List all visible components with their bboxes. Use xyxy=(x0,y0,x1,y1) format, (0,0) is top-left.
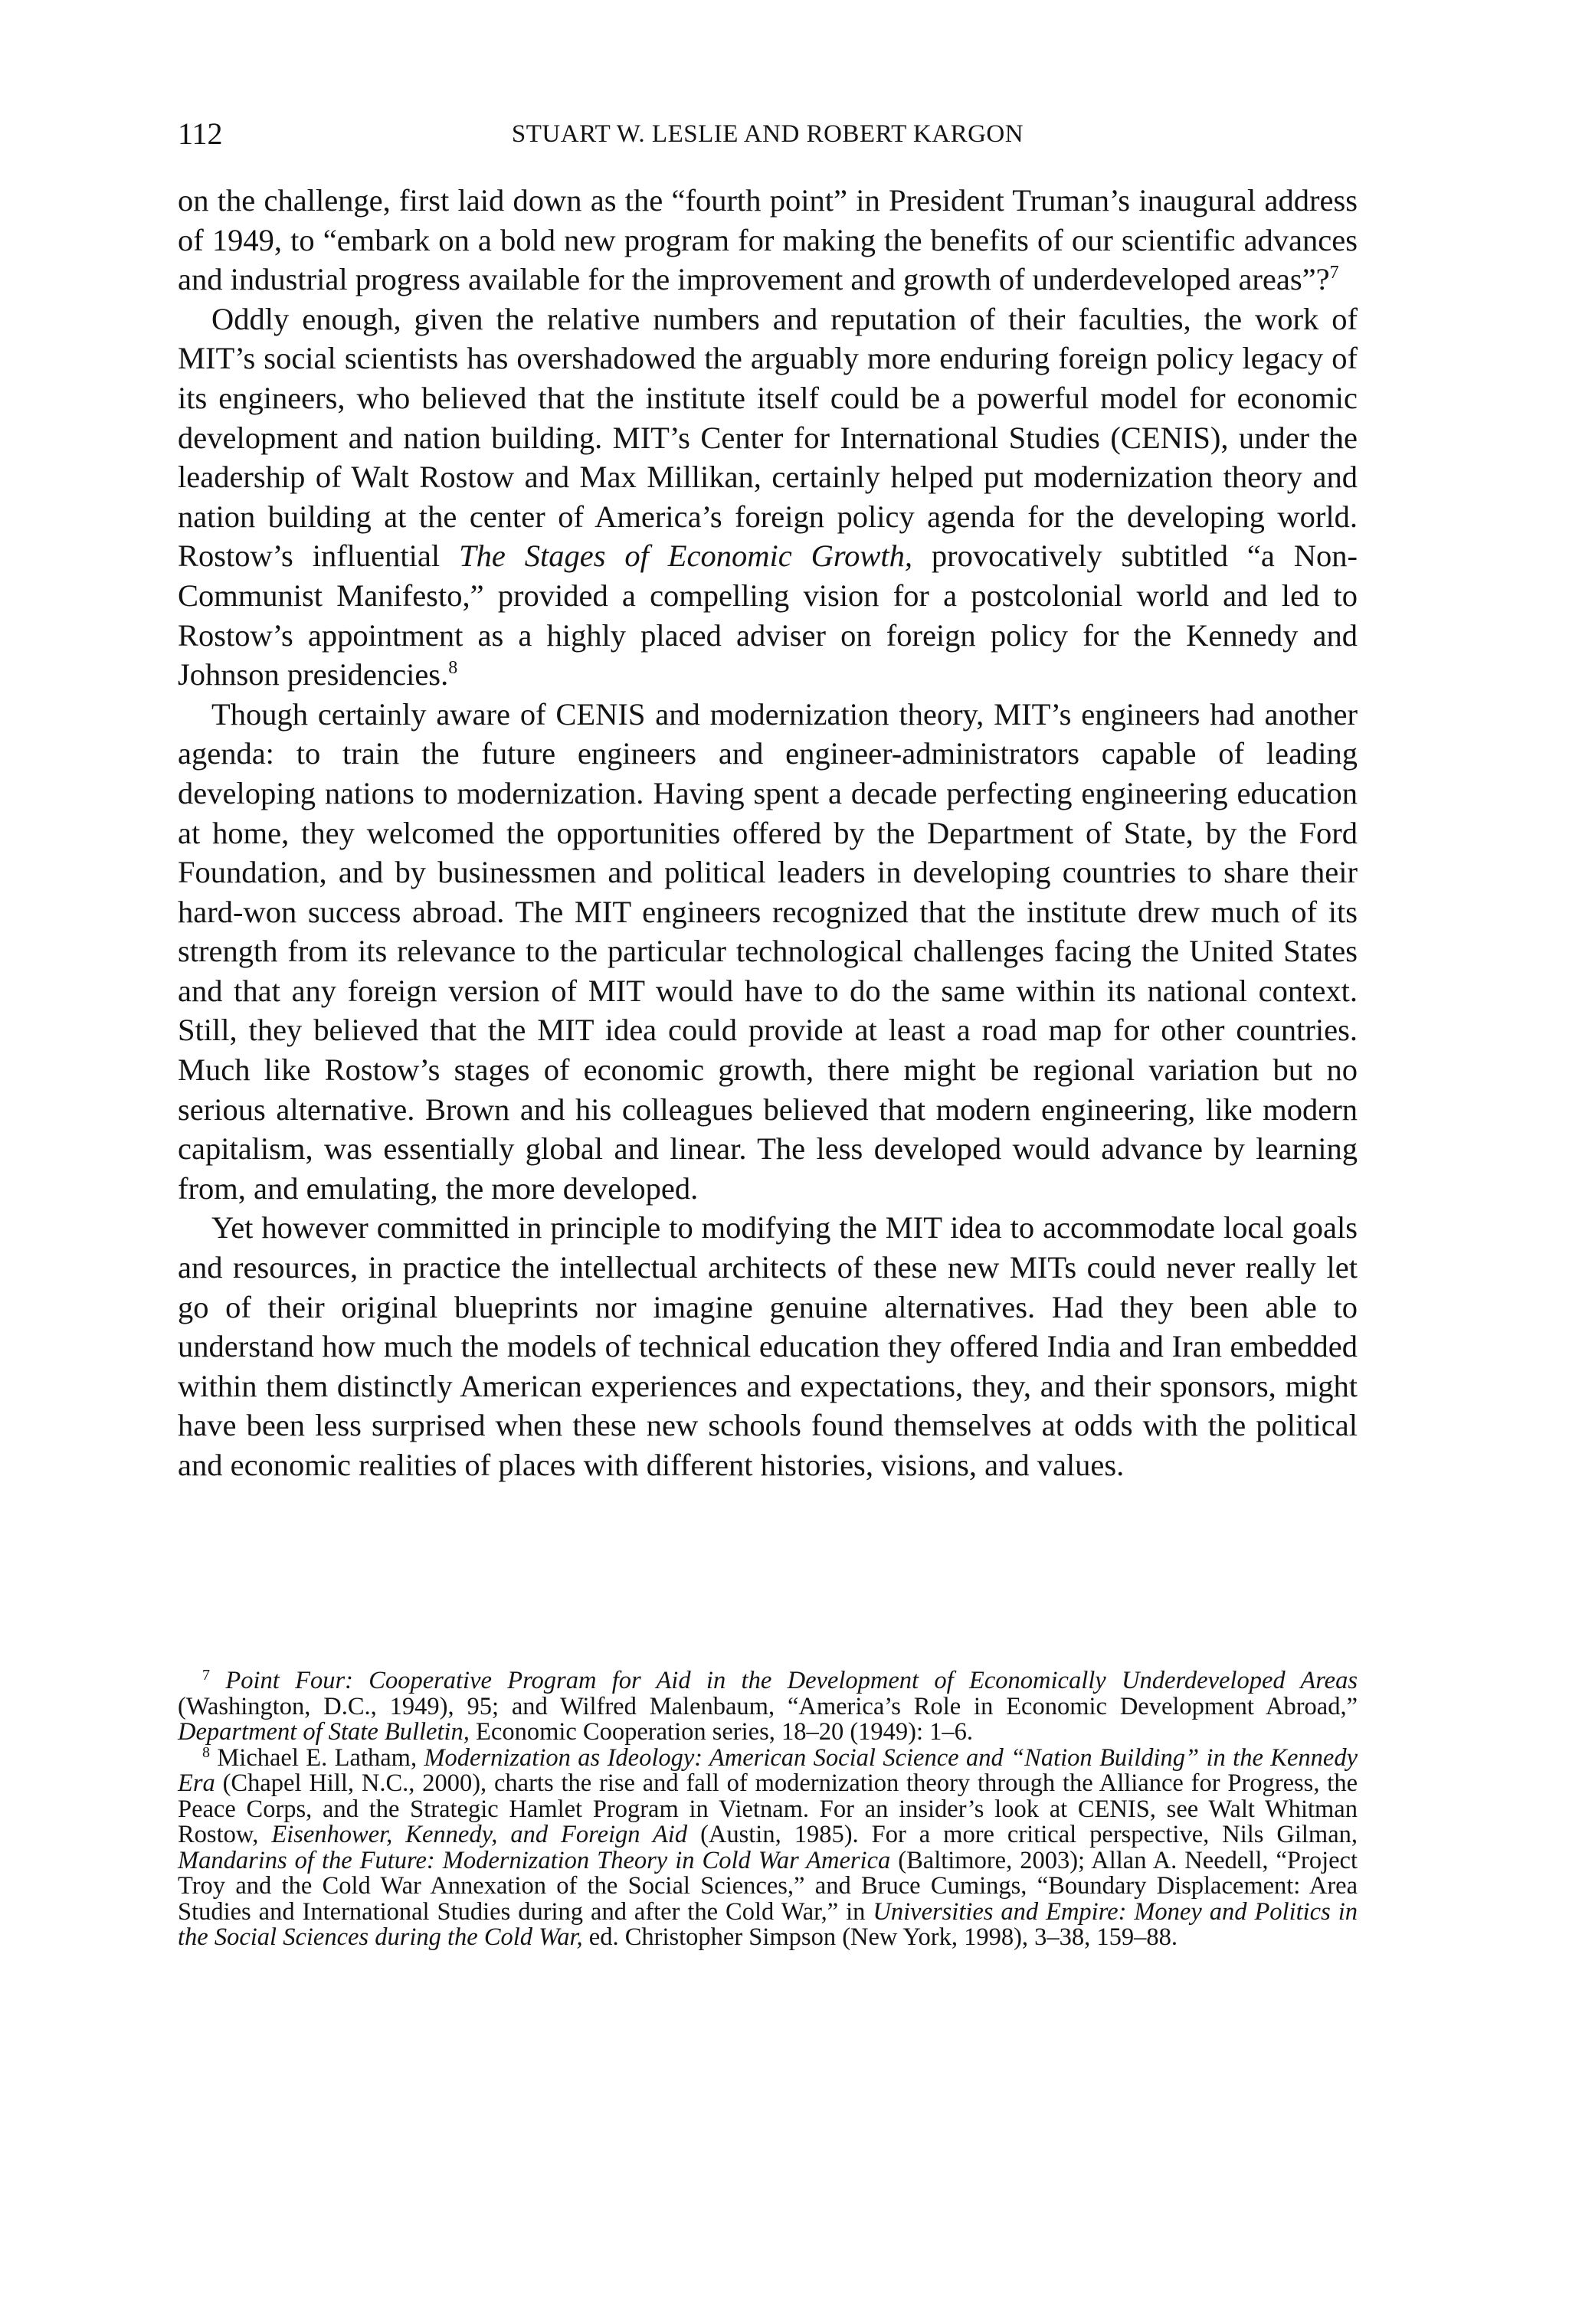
main-text xyxy=(178,181,1358,1485)
paragraph-2-text-b: provocatively subtitled “a Non-Communist Manifesto,” provided a compelling vision for a postcolonial world and led to Rostow’s appointment as a highly placed adviser on foreign policy for the Kennedy and Johnson presidencies. xyxy=(178,538,1358,692)
running-title: STUART W. LESLIE AND ROBERT KARGON xyxy=(511,120,1024,148)
footnote-7-text-1: (Washington, D.C., 1949), 95; and Wilfred Malenbaum, “America’s Role in Economic Development Abroad,” xyxy=(178,1692,1358,1720)
footnote-8-italic-2: Eisenhower, Kennedy, and Foreign Aid xyxy=(271,1821,688,1848)
footnote-8-mark: 8 xyxy=(202,1743,210,1761)
footnote-8-text-2: (Chapel Hill, N.C., 2000), charts the rise and fall of modernization theory through the Alliance for Progress, the Peace Corps, and the Strategic Hamlet Program in Vietnam. For an insider’s look at CENIS, see Walt Whitman Rostow, xyxy=(178,1769,1358,1848)
footnote-8-text-3: (Austin, 1985). For a more critical perspective, Nils Gilman, xyxy=(687,1821,1358,1848)
footnote-8-text-1: Michael E. Latham, xyxy=(217,1743,424,1772)
footnotes xyxy=(178,1668,1358,1951)
paragraph-1 xyxy=(178,181,1358,300)
paragraph-2 xyxy=(178,300,1358,695)
footnote-8-text-5: ed. Christopher Simpson (New York, 1998), 3–38, 159–88. xyxy=(582,1923,1178,1951)
paragraph-2-text-a: Oddly enough, given the relative numbers and reputation of their faculties, the work of MIT’s social scientists has overshadowed the arguably more enduring foreign policy legacy of its engineers, who believed that the institute itself could be a powerful model for economic development and nation building. MIT’s Center for International Studies (CENIS), under the leadership of Walt Rostow and Max Millikan, certainly helped put modernization theory and nation building at the center of America’s foreign policy agenda for the developing world. Rostow’s influential xyxy=(178,301,1358,574)
footnote-8-italic-3: Mandarins of the Future: Modernization Theory in Cold War America xyxy=(178,1846,891,1874)
footnote-8 xyxy=(178,1743,1358,1951)
paragraph-1-text: on the challenge, first laid down as the “fourth point” in President Truman’s inaugural address of 1949, to “embark on a bold new program for making the benefits of our scientific advances and industrial progress available for the improvement and growth of underdeveloped areas”? xyxy=(178,183,1358,297)
footnote-7-italic-2: Department of State Bulletin, xyxy=(178,1718,470,1746)
footnote-8-italic-4: Universities and Empire: Money and Politics in the Social Sciences during the Cold War, xyxy=(178,1897,1358,1951)
paragraph-4: Yet however committed in principle to modifying the MIT idea to accommodate local goals and resources, in practice the intellectual architects of these new MITs could never really let go of their original blueprints nor imagine genuine alternatives. Had they been able to understand how much the models of technical education they offered India and Iran embedded within them distinctly American experiences and expectations, they, and their sponsors, might have been less surprised when these new schools found themselves at odds with the political and economic realities of places with different histories, visions, and values. xyxy=(178,1210,1358,1482)
footnote-7-mark: 7 xyxy=(202,1667,210,1684)
book-title-stages-of-growth: The Stages of Economic Growth, xyxy=(459,538,913,574)
page-number: 112 xyxy=(178,116,223,151)
running-head xyxy=(178,115,1358,153)
footnote-ref-7[interactable]: 7 xyxy=(1329,263,1339,283)
paragraph-3: Though certainly aware of CENIS and modernization theory, MIT’s engineers had another agenda: to train the future engineers and engineer-administrators capable of leading developing nations to modernization. Having spent a decade perfecting engineering education at home, they welcomed the opportunities offered by the Department of State, by the Ford Foundation, and by businessmen and political leaders in developing countries to share their hard-won success abroad. The MIT engineers recognized that the institute drew much of its strength from its relevance to the particular technological challenges facing the United States and that any foreign version of MIT would have to do the same within its national context. Still, they believed that the MIT idea could provide at least a road map for other countries. Much like Rostow’s stages of economic growth, there might be regional variation but no serious alternative. Brown and his colleagues believed that modern engineering, like modern capitalism, was essentially global and linear. The less developed would advance by learning from, and emulating, the more developed. xyxy=(178,696,1358,1206)
footnote-7 xyxy=(178,1668,1358,1746)
footnote-8-italic-1: Modernization as Ideology: American Social Science and “Nation Building” in the Kennedy Era xyxy=(178,1743,1358,1797)
footnote-8-text-4: (Baltimore, 2003); Allan A. Needell, “Project Troy and the Cold War Annexation of the Social Sciences,” and Bruce Cumings, “Boundary Displacement: Area Studies and International Studies during and after the Cold War,” in xyxy=(178,1846,1358,1926)
footnote-ref-8[interactable]: 8 xyxy=(448,658,458,679)
footnote-7-text-2: Economic Cooperation series, 18–20 (1949): 1–6. xyxy=(469,1718,974,1746)
footnote-7-italic-1: Point Four: Cooperative Program for Aid in the Development of Economically Underdeveloped Areas xyxy=(225,1667,1358,1694)
